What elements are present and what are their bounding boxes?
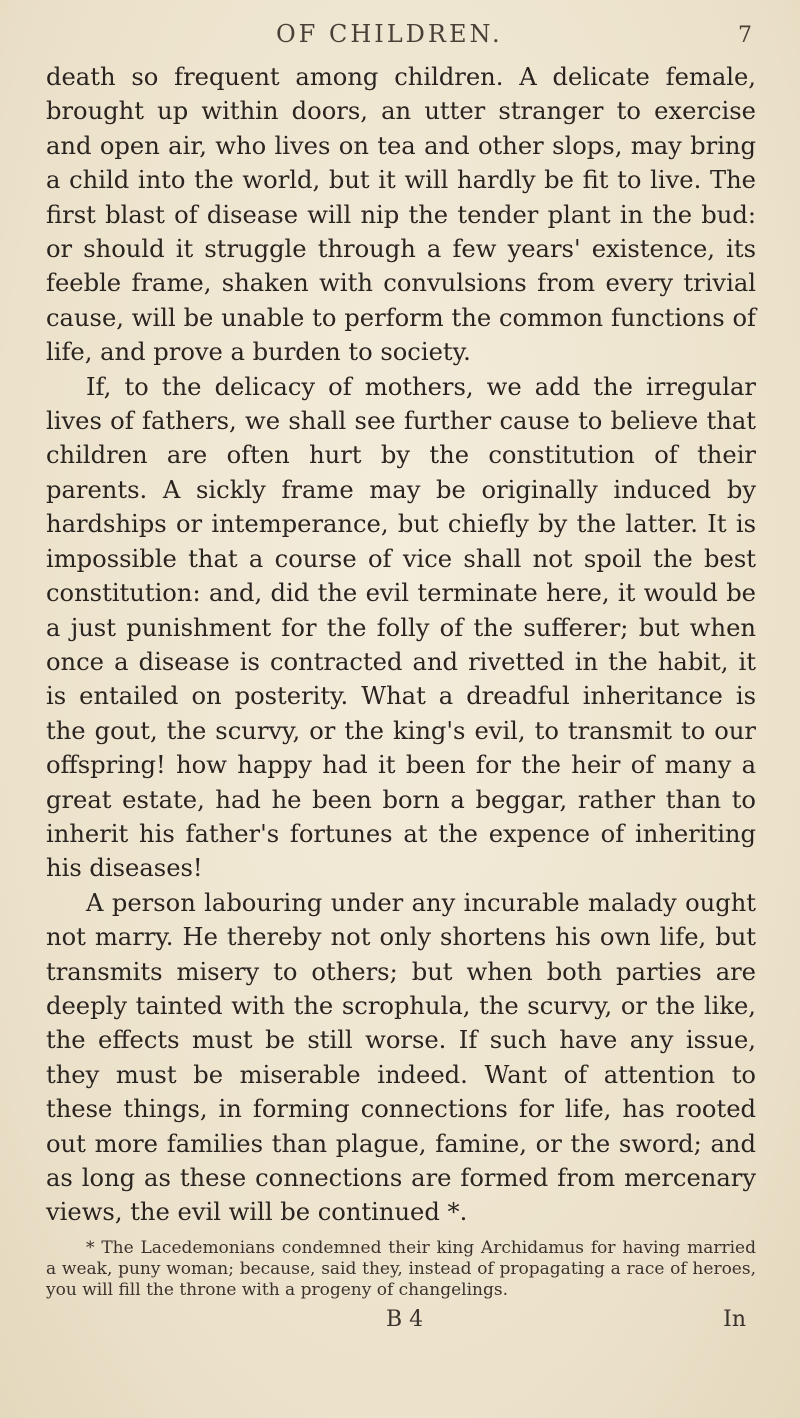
catchword: In <box>723 1306 746 1332</box>
footnote: * The Lacedemonians condemned their king Archidamus for having married a weak, puny woman; because, said they, instead of propagating a race of heroes, you will fill the throne with a progeny of changelings. <box>46 1237 756 1300</box>
paragraph-2: If, to the delicacy of mothers, we add the irregular lives of fathers, we shall see further cause to believe that children are often hurt by the constitution of their parents. A sickly frame may be originally induced by hardships or intemperance, but chiefly by the latter. It is impossible that a course of vice shall not spoil the best constitution: and, did the evil terminate here, it would be a just punishment for the folly of the sufferer; but when once a disease is contracted and rivetted in the habit, it is entailed on posterity. What a dreadful inheritance is the gout, the scurvy, or the king's evil, to transmit to our offspring! how happy had it been for the heir of many a great estate, had he been born a beggar, rather than to inherit his father's fortunes at the expence of inheriting his diseases! <box>46 372 756 883</box>
page-header <box>46 20 756 60</box>
paragraph-1: death so frequent among children. A delicate female, brought up within doors, an utter stranger to exercise and open air, who lives on tea and other slops, may bring a child into the world, but it will hardly be fit to live. The first blast of disease will nip the tender plant in the bud: or should it struggle through a few years' existence, its feeble frame, shaken with convulsions from every trivial cause, will be unable to perform the common functions of life, and prove a burden to society. <box>46 63 756 367</box>
running-head: OF CHILDREN. <box>276 20 503 48</box>
page-number: 7 <box>738 23 752 48</box>
signature-mark: B 4 <box>385 1306 424 1332</box>
body-text <box>46 60 756 1230</box>
paragraph-3: A person labouring under any incurable malady ought not marry. He thereby not only shortens his own life, but transmits misery to others; but when both parties are deeply tainted with the scrophula, the scurvy, or the like, the effects must be still worse. If such have any issue, they must be miserable indeed. Want of attention to these things, in forming connections for life, has rooted out more families than plague, famine, or the sword; and as long as these connections are formed from mercenary views, the evil will be continued *. <box>46 888 756 1227</box>
page-footer <box>46 1307 756 1332</box>
